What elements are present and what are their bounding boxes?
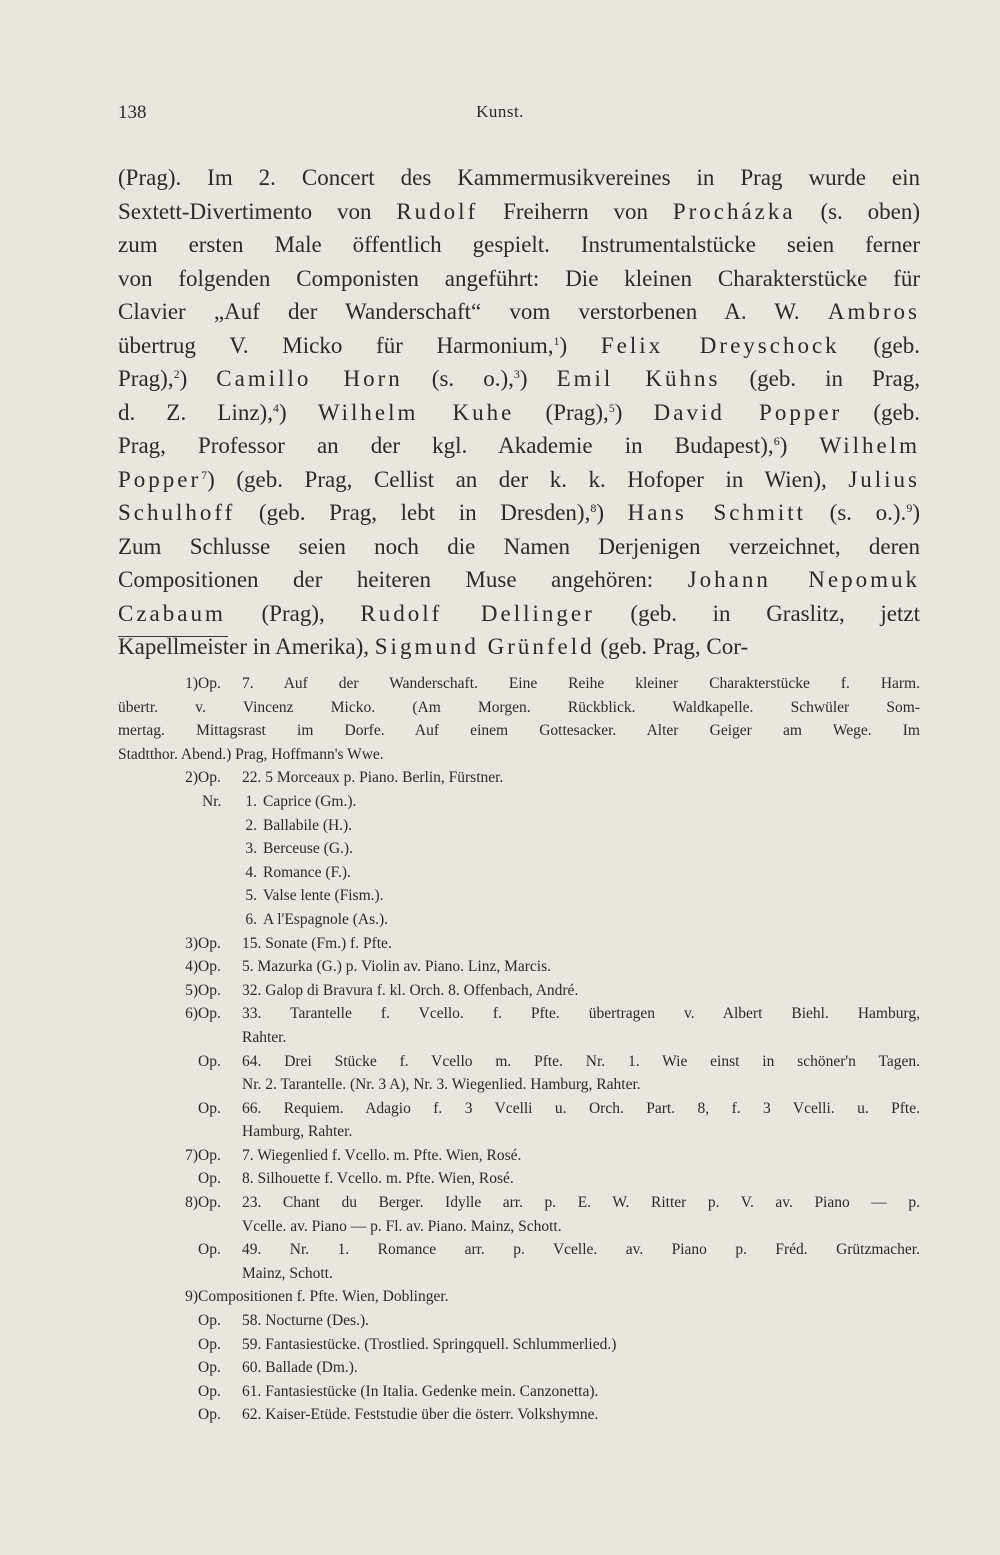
spaced-name: Procházka xyxy=(672,198,796,224)
opus-label: Op. xyxy=(198,1241,221,1259)
opus-label: Op. xyxy=(198,1382,221,1400)
item-number: 2. xyxy=(245,816,257,834)
text-line xyxy=(118,463,920,497)
spaced-name: Johann Nepomuk xyxy=(687,567,920,592)
footnote-text: 62. Kaiser-Etüde. Feststudie über die österr. Volkshymne. xyxy=(242,1406,599,1424)
text-run: (geb. xyxy=(839,332,920,358)
footnote-line xyxy=(118,766,920,790)
footnote-line xyxy=(118,814,920,838)
footnote-line xyxy=(118,1238,920,1262)
opus-label: Op. xyxy=(198,981,221,999)
footnote-text: Nr. 2. Tarantelle. (Nr. 3 A), Nr. 3. Wiegenlied. Hamburg, Rahter. xyxy=(242,1076,641,1094)
opus-label: Op. xyxy=(198,1170,221,1188)
footnote-ref: 6 xyxy=(773,434,780,448)
spaced-name: Popper xyxy=(118,466,202,492)
footnote-line xyxy=(118,1120,920,1144)
footnote-text: Stadtthor. Abend.) Prag, Hoffmann's Wwe. xyxy=(118,745,384,763)
text-run: (Prag), xyxy=(225,600,361,626)
footnote-text: Mainz, Schott. xyxy=(242,1264,333,1282)
text-line xyxy=(118,563,920,597)
opus-label: Op. xyxy=(198,675,221,692)
text-line xyxy=(118,396,920,430)
text-run: Zum Schlusse seien noch die Namen Derjenigen verzeichnet, deren xyxy=(118,533,920,559)
footnote-mark: 8) xyxy=(185,1194,198,1212)
text-run: übertrug V. Micko für Harmonium, xyxy=(118,332,554,358)
footnote-text: 60. Ballade (Dm.). xyxy=(242,1359,358,1377)
opus-label: Op. xyxy=(198,1005,221,1023)
footnote-text: 49. Nr. 1. Romance arr. p. Vcelle. av. Piano p. Fréd. Grützmacher. xyxy=(242,1241,920,1259)
opus-label: Op. xyxy=(198,1052,221,1070)
footnote-line xyxy=(118,1285,920,1309)
text-run: (geb. xyxy=(842,399,920,425)
footnote-text: Compositionen f. Pfte. Wien, Doblinger. xyxy=(198,1288,449,1306)
footnote-line xyxy=(118,955,920,979)
running-head: Kunst. xyxy=(476,102,524,121)
text-run: d. Z. Linz), xyxy=(118,399,273,425)
footnote-line xyxy=(118,1002,920,1026)
opus-label: Op. xyxy=(198,1194,221,1212)
text-run: (Prag). Im 2. Concert des Kammermusikvereines in Prag wurde ein xyxy=(118,165,920,190)
item-title: Valse lente (Fism.). xyxy=(263,887,384,905)
item-number: 5. xyxy=(245,887,257,905)
opus-label: Op. xyxy=(198,958,221,976)
text-run: (s. o.), xyxy=(402,366,514,391)
footnote-ref: 9 xyxy=(906,501,913,515)
page-number: 138 xyxy=(118,102,147,123)
text-run: von folgenden Componisten angeführt: Die kleinen Charakterstücke für xyxy=(118,265,920,291)
text-line xyxy=(118,195,920,229)
footnote-line xyxy=(118,1356,920,1380)
opus-label: Op. xyxy=(198,1312,221,1330)
spaced-name: Camillo Horn xyxy=(216,366,403,391)
number-label: Nr. xyxy=(202,792,222,810)
footnote-line xyxy=(118,1073,920,1097)
footnote-text: 61. Fantasiestücke (In Italia. Gedenke mein. Canzonetta). xyxy=(242,1382,599,1400)
text-line xyxy=(118,630,920,664)
text-run: ) xyxy=(179,366,217,391)
opus-label: Op. xyxy=(198,1359,221,1377)
footnote-line xyxy=(118,790,920,814)
text-run: Freiherrn von xyxy=(478,198,673,224)
text-line xyxy=(118,530,920,564)
footnote-mark: 3) xyxy=(185,934,198,952)
footnote-text: 64. Drei Stücke f. Vcello m. Pfte. Nr. 1. Wie einst in schöner'n Tagen. xyxy=(242,1052,920,1070)
footnote-ref: 5 xyxy=(608,400,615,415)
footnote-text: 8. Silhouette f. Vcello. m. Pfte. Wien, Rosé. xyxy=(242,1170,514,1188)
footnote-mark: 5) xyxy=(185,981,198,999)
opus-label: Op. xyxy=(198,934,221,952)
spaced-name: Hans Schmitt xyxy=(627,500,807,525)
opus-label: Op. xyxy=(198,1406,221,1424)
spaced-name: David Popper xyxy=(653,399,843,425)
text-run: ) xyxy=(912,500,920,525)
footnote-text: Vcelle. av. Piano — p. Fl. av. Piano. Mainz, Schott. xyxy=(242,1217,562,1235)
footnote-text: 7. Wiegenlied f. Vcello. m. Pfte. Wien, Rosé. xyxy=(242,1146,522,1164)
footnote-line xyxy=(118,743,920,767)
footnote-line xyxy=(118,1144,920,1168)
footnote-line xyxy=(118,861,920,885)
text-line xyxy=(118,161,920,195)
footnote-mark: 1) xyxy=(185,675,198,692)
text-run: zum ersten Male öffentlich gespielt. Instrumentalstücke seien ferner xyxy=(118,232,920,257)
footnote-line xyxy=(118,908,920,932)
text-run: ) xyxy=(614,399,654,425)
item-title: Ballabile (H.). xyxy=(263,816,353,834)
text-line xyxy=(118,262,920,296)
footnote-ref: 8 xyxy=(590,501,597,515)
footnote-ref: 4 xyxy=(272,400,279,415)
item-number: 4. xyxy=(245,863,257,881)
item-title: Berceuse (G.). xyxy=(263,840,353,858)
text-line xyxy=(118,597,920,631)
opus-label: Op. xyxy=(198,1146,221,1164)
text-run: Sextett-Divertimento von xyxy=(118,198,397,224)
spaced-name: Czabaum xyxy=(118,600,226,626)
spaced-name: Rudolf xyxy=(396,198,479,224)
text-run: (geb. Prag, lebt in Dresden), xyxy=(235,500,591,525)
footnote-line xyxy=(118,1050,920,1074)
footnote-ref: 2 xyxy=(173,367,180,381)
text-run: Clavier „Auf der Wanderschaft“ vom verstorbenen A. W. xyxy=(118,299,828,324)
item-title: Caprice (Gm.). xyxy=(263,792,357,810)
spaced-name: Ambros xyxy=(827,299,920,324)
footnote-line xyxy=(118,932,920,956)
text-run: ) xyxy=(596,500,628,525)
opus-label: Op. xyxy=(198,769,221,787)
footnote-ref: 7 xyxy=(201,467,208,482)
text-run: ) (geb. Prag, Cellist an der k. k. Hofoper in Wien), xyxy=(207,466,849,492)
text-run: (s. o.). xyxy=(806,500,907,525)
footnote-text: Hamburg, Rahter. xyxy=(242,1123,353,1141)
item-title: A l'Espagnole (As.). xyxy=(263,910,389,928)
opus-label: Op. xyxy=(198,1099,221,1117)
footnote-line xyxy=(118,1262,920,1286)
footnote-line xyxy=(118,672,920,696)
footnote-line xyxy=(118,1026,920,1050)
footnote-mark: 7) xyxy=(185,1146,198,1164)
text-line xyxy=(118,295,920,329)
footnote-mark: 2) xyxy=(185,769,198,787)
text-line xyxy=(118,496,920,530)
footnote-text: 22. 5 Morceaux p. Piano. Berlin, Fürstner. xyxy=(242,769,504,787)
spaced-name: Wilhelm Kuhe xyxy=(317,399,515,425)
text-line xyxy=(118,429,920,463)
footnote-text: 33. Tarantelle f. Vcello. f. Pfte. übertragen v. Albert Biehl. Hamburg, xyxy=(242,1005,920,1023)
text-line xyxy=(118,228,920,262)
item-number: 3. xyxy=(245,840,257,858)
text-run: Kapellmeister in Amerika), xyxy=(118,634,375,659)
text-run: ) xyxy=(779,433,820,458)
footnote-text: 58. Nocturne (Des.). xyxy=(242,1312,369,1330)
spaced-name: Emil Kühns xyxy=(556,366,721,391)
text-run: (s. oben) xyxy=(795,198,920,224)
footnote-text: übertr. v. Vincenz Micko. (Am Morgen. Rückblick. Waldkapelle. Schwüler Som- xyxy=(118,698,920,716)
footnote-mark: 6) xyxy=(185,1005,198,1023)
footnote-text: 59. Fantasiestücke. (Trostlied. Springquell. Schlummerlied.) xyxy=(242,1335,617,1353)
footnote-ref: 1 xyxy=(553,333,560,348)
footnotes xyxy=(118,672,920,1427)
text-line xyxy=(118,362,920,396)
opus-label: Op. xyxy=(198,1335,221,1353)
text-run: ) xyxy=(278,399,318,425)
footnote-text: mertag. Mittagsrast im Dorfe. Auf einem Gottesacker. Alter Geiger am Wege. Im xyxy=(118,722,920,740)
footnote-line xyxy=(118,1215,920,1239)
footnote-ref: 3 xyxy=(513,367,520,381)
text-run: Prag, Professor an der kgl. Akademie in Budapest), xyxy=(118,433,774,458)
footnote-text: 15. Sonate (Fm.) f. Pfte. xyxy=(242,934,392,952)
text-run: ) xyxy=(559,332,601,358)
footnote-text: 23. Chant du Berger. Idylle arr. p. E. W. Ritter p. V. av. Piano — p. xyxy=(242,1194,920,1212)
spaced-name: Felix Dreyschock xyxy=(600,332,840,358)
footnote-line xyxy=(118,1191,920,1215)
footnote-text: 7. Auf der Wanderschaft. Eine Reihe kleiner Charakterstücke f. Harm. xyxy=(242,675,920,692)
footnote-mark: 9) xyxy=(185,1288,198,1306)
spaced-name: Schulhoff xyxy=(118,500,236,525)
text-run: Compositionen der heiteren Muse angehören: xyxy=(118,567,688,592)
footnote-line xyxy=(118,979,920,1003)
footnote-text: 5. Mazurka (G.) p. Violin av. Piano. Linz, Marcis. xyxy=(242,958,552,976)
footnote-mark: 4) xyxy=(185,958,198,976)
footnote-line xyxy=(118,1167,920,1191)
item-title: Romance (F.). xyxy=(263,863,351,881)
text-run: (geb. in Graslitz, jetzt xyxy=(594,600,920,626)
spaced-name: Sigmund Grünfeld xyxy=(374,634,595,659)
footnote-line xyxy=(118,884,920,908)
footnote-rule xyxy=(118,636,228,637)
item-number: 1. xyxy=(245,792,257,810)
footnote-line xyxy=(118,1097,920,1121)
footnote-line xyxy=(118,1333,920,1357)
footnote-text: 66. Requiem. Adagio f. 3 Vcelli u. Orch. Part. 8, f. 3 Vcelli. u. Pfte. xyxy=(242,1099,920,1117)
footnote-text: Rahter. xyxy=(242,1028,287,1046)
item-number: 6. xyxy=(245,910,257,928)
text-run: (geb. in Prag, xyxy=(720,366,920,391)
footnote-line xyxy=(118,696,920,720)
text-line xyxy=(118,329,920,363)
spaced-name: Wilhelm xyxy=(819,433,920,458)
footnote-line xyxy=(118,719,920,743)
text-run: ) xyxy=(519,366,557,391)
spaced-name: Julius xyxy=(848,466,920,492)
footnote-line xyxy=(118,837,920,861)
footnote-text: 32. Galop di Bravura f. kl. Orch. 8. Offenbach, André. xyxy=(242,981,579,999)
footnote-line xyxy=(118,1380,920,1404)
main-text xyxy=(118,161,920,664)
footnote-line xyxy=(118,1309,920,1333)
text-run: (geb. Prag, Cor- xyxy=(594,634,749,659)
text-run: (Prag), xyxy=(514,399,609,425)
text-run: Prag), xyxy=(118,366,174,391)
spaced-name: Rudolf Dellinger xyxy=(360,600,595,626)
footnote-line xyxy=(118,1403,920,1427)
